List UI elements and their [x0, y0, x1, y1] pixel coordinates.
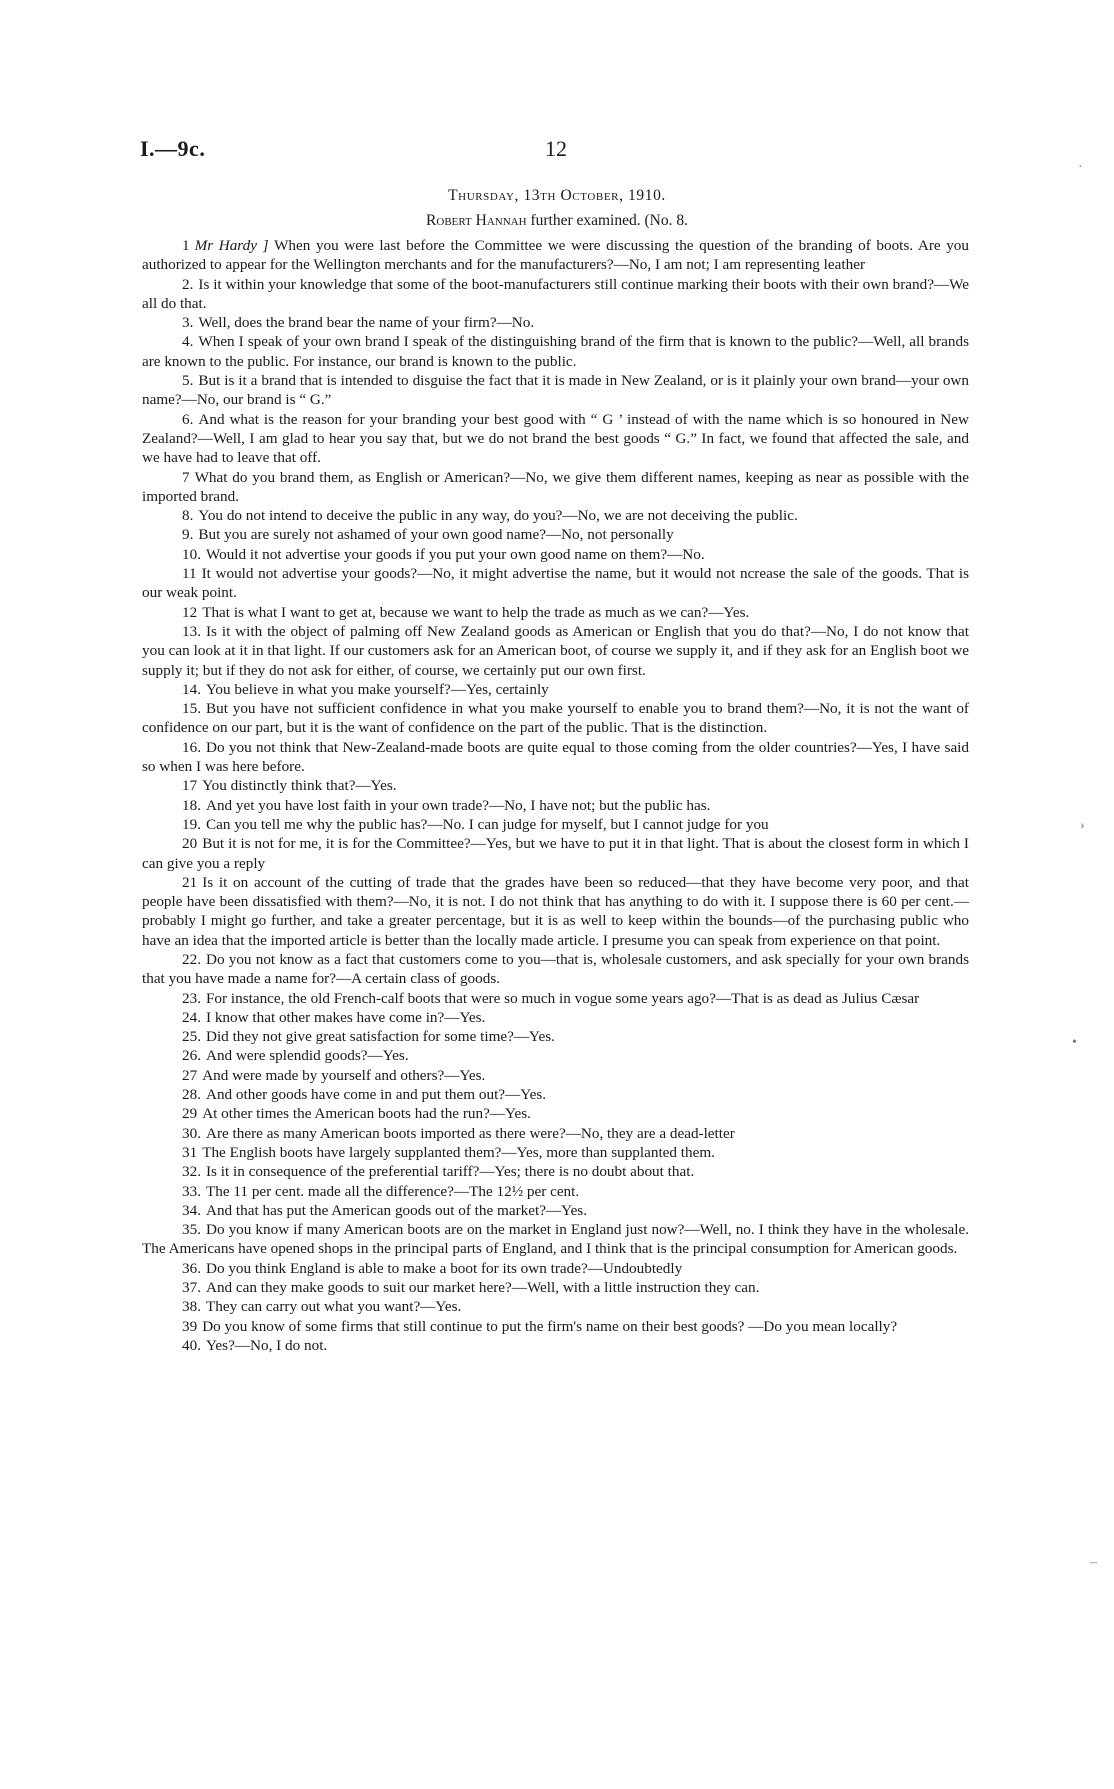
- question-text: They can carry out what you want?—Yes.: [205, 1298, 462, 1316]
- question-number: 29: [182, 1105, 198, 1123]
- question-paragraph: [142, 1317, 969, 1336]
- question-text: But is it a brand that is intended to disguise the fact that it is made in New Zealand, or is it plainly your own brand—your own name?—No, our brand is “ G.”: [142, 372, 969, 409]
- question-text: And what is the reason for your branding your best good with “ G ’ instead of with the name which is so honoured in New Zealand?—Well, I am glad to hear you say that, but we do not brand the best goods “ G.” In fact, we found that affected the sale, and we have had to leave that off.: [142, 410, 969, 467]
- question-paragraph: [142, 410, 969, 468]
- question-number: 14.: [182, 680, 201, 698]
- question-number: 5.: [182, 372, 194, 390]
- question-number: 13.: [182, 622, 201, 640]
- question-text: Are there as many American boots imported as there were?—No, they are a dead-letter: [205, 1124, 735, 1142]
- question-number: 12: [182, 603, 198, 621]
- question-number: 38.: [182, 1298, 201, 1316]
- question-text: The English boots have largely supplanted them?—Yes, more than supplanted them.: [202, 1143, 715, 1161]
- question-text: Do you not think that New-Zealand-made boots are quite equal to those coming from the older countries?—Yes, I have said so when I was here before.: [142, 738, 969, 776]
- question-text: Is it with the object of palming off New Zealand goods as American or English that you do that?—No, I do not know that you can look at it in that light. If our customers ask for an American boot, of course we supply it, and if they ask for an English boot we supply it; but if they do not ask for either, of course, we certainly put our own first.: [142, 622, 969, 679]
- question-paragraph: [142, 1124, 969, 1143]
- question-number: 24.: [182, 1008, 201, 1026]
- question-paragraph: [142, 564, 969, 603]
- question-paragraph: [142, 545, 969, 564]
- question-text: And yet you have lost faith in your own trade?—No, I have not; but the public has.: [205, 796, 711, 814]
- question-text: What do you brand them, as English or American?—No, we give them different names, keeping as near as possible with the imported brand.: [142, 468, 969, 505]
- question-text: For instance, the old French-calf boots that were so much in vogue some years ago?—That is as dead as Julius Cæsar: [205, 989, 920, 1007]
- question-paragraph: [142, 1085, 969, 1104]
- question-paragraph: [142, 468, 969, 507]
- question-paragraph: [142, 1297, 969, 1316]
- question-text: And can they make goods to suit our market here?—Well, with a little instruction they can.: [205, 1279, 760, 1297]
- question-number: 36.: [182, 1259, 201, 1277]
- question-paragraph: [142, 506, 969, 525]
- question-text: You believe in what you make yourself?—Yes, certainly: [205, 680, 549, 698]
- question-text: That is what I want to get at, because we want to help the trade as much as we can?—Yes.: [202, 603, 750, 621]
- question-number: 32.: [182, 1163, 201, 1181]
- question-paragraph: [142, 1066, 969, 1085]
- question-number: 1: [182, 237, 190, 254]
- testimony-body: [142, 236, 969, 1355]
- question-number: 9.: [182, 526, 194, 544]
- question-text: But it is not for me, it is for the Committee?—Yes, but we have to put it in that light. That is about the closest form in which I can give you a reply: [142, 835, 969, 872]
- question-text: Is it on account of the cutting of trade that the grades have been so reduced—that they have become very poor, and that people have been dissatisfied with them?—No, it is not. I do not think that has anything to do with it. I suppose there is 60 per cent.—probably I might go further, and take a greater percentage, but it is as well to keep within the bounds—of the purchasing public who have an idea that the imported article is better than the locally made article. I presume you can speak from experience on that point.: [142, 873, 969, 949]
- witness-status: further examined. (No. 8.: [526, 212, 688, 229]
- question-text: It would not advertise your goods?—No, it might advertise the name, but it would not ncrease the sale of the goods. That is our weak point.: [142, 565, 969, 602]
- question-text: The 11 per cent. made all the difference?—The 12½ per cent.: [205, 1182, 580, 1200]
- question-text: Is it within your knowledge that some of the boot-manufacturers still continue marking their boots with their own brand?—We all do that.: [142, 275, 969, 312]
- question-number: 7: [182, 468, 190, 486]
- question-paragraph: [142, 1220, 969, 1259]
- question-paragraph: [142, 1162, 969, 1181]
- question-text: Would it not advertise your goods if you put your own good name on them?—No.: [205, 545, 705, 563]
- question-text: When I speak of your own brand I speak of the distinguishing brand of the firm that is known to the public?—Well, all brands are known to the public. For instance, our brand is known to the public.: [142, 333, 969, 370]
- question-number: 39: [182, 1317, 198, 1335]
- question-number: 2.: [182, 275, 194, 293]
- question-number: 34.: [182, 1201, 201, 1219]
- question-number: 37.: [182, 1279, 201, 1297]
- question-text: And were made by yourself and others?—Yes.: [202, 1066, 486, 1084]
- margin-mark: –: [1090, 1555, 1097, 1570]
- question-paragraph: [142, 332, 969, 371]
- question-paragraph: [142, 603, 969, 622]
- question-number: 21: [182, 873, 198, 891]
- question-number: 35.: [182, 1221, 201, 1239]
- page-reference: I.—9c.: [140, 136, 206, 161]
- question-number: 22.: [182, 950, 201, 968]
- question-number: 19.: [182, 815, 201, 833]
- question-paragraph: [142, 1336, 969, 1355]
- question-paragraph: [142, 1008, 969, 1027]
- question-paragraph: [142, 680, 969, 699]
- question-text: Do you not know as a fact that customers come to you—that is, wholesale customers, and ask specially for your own brands that you have made a name for?—A certain class of goods.: [142, 950, 969, 988]
- question-text: And were splendid goods?—Yes.: [205, 1047, 409, 1065]
- question-paragraph: [142, 1104, 969, 1123]
- question-number: 11: [182, 565, 197, 583]
- question-text: And that has put the American goods out of the market?—Yes.: [205, 1201, 588, 1219]
- question-paragraph: [142, 834, 969, 873]
- question-paragraph: [142, 622, 969, 680]
- margin-mark: ›: [1080, 818, 1085, 833]
- question-paragraph: [142, 776, 969, 795]
- question-number: 17: [182, 777, 198, 795]
- question-text: I know that other makes have come in?—Yes.: [205, 1008, 486, 1026]
- question-number: 40.: [182, 1336, 201, 1354]
- page-number: 12: [545, 136, 567, 161]
- question-text: Did they not give great satisfaction for some time?—Yes.: [205, 1028, 555, 1046]
- question-paragraph: [142, 1182, 969, 1201]
- question-text: But you have not sufficient confidence in what you make yourself to enable you to brand them?—No, it is not the want of confidence on our part, but it is the want of confidence on the part of the public. That is the distinction.: [142, 700, 969, 737]
- question-paragraph: [142, 313, 969, 332]
- question-text: Is it in consequence of the preferential tariff?—Yes; there is no doubt about that.: [205, 1163, 695, 1181]
- question-number: 6.: [182, 410, 194, 428]
- question-text: Do you know of some firms that still continue to put the firm's name on their best goods? —Do you mean locally?: [202, 1317, 898, 1335]
- question-number: 31: [182, 1143, 198, 1161]
- question-paragraph: [142, 1046, 969, 1065]
- question-number: 27: [182, 1066, 198, 1084]
- margin-mark: ·: [1078, 160, 1083, 175]
- witness-heading: [0, 212, 1114, 230]
- question-paragraph: [142, 236, 969, 275]
- question-paragraph: [142, 1259, 969, 1278]
- question-number: 20: [182, 835, 198, 853]
- question-paragraph: [142, 796, 969, 815]
- question-paragraph: [142, 699, 969, 738]
- question-paragraph: [142, 525, 969, 544]
- question-number: 10.: [182, 545, 201, 563]
- question-paragraph: [142, 1278, 969, 1297]
- question-number: 30.: [182, 1124, 201, 1142]
- question-paragraph: [142, 815, 969, 834]
- question-text: You distinctly think that?—Yes.: [202, 777, 397, 795]
- question-paragraph: [142, 1027, 969, 1046]
- question-number: 23.: [182, 989, 201, 1007]
- question-number: 28.: [182, 1086, 201, 1104]
- question-paragraph: [142, 275, 969, 314]
- question-text: When you were last before the Committee we were discussing the question of the branding of boots. Are you authorized to appear for the Wellington merchants and for the manufacturers?—No, I am not; I am representing leather: [142, 237, 969, 274]
- question-number: 16.: [182, 738, 201, 756]
- question-paragraph: [142, 1201, 969, 1220]
- question-number: 26.: [182, 1047, 201, 1065]
- question-number: 18.: [182, 796, 201, 814]
- question-number: 3.: [182, 314, 194, 332]
- question-paragraph: [142, 989, 969, 1008]
- question-text: And other goods have come in and put them out?—Yes.: [205, 1086, 547, 1104]
- question-text: At other times the American boots had the run?—Yes.: [202, 1105, 531, 1123]
- question-paragraph: [142, 738, 969, 777]
- question-text: Do you know if many American boots are on the market in England just now?—Well, no. I think they have in the wholesale. The Americans have opened shops in the principal parts of England, and I think that is the principal consumption for American goods.: [142, 1221, 969, 1258]
- question-text: Can you tell me why the public has?—No. I can judge for myself, but I cannot judge for you: [205, 815, 769, 833]
- margin-mark: •: [1072, 1035, 1077, 1050]
- questioner-name: Mr Hardy ]: [194, 237, 275, 254]
- question-paragraph: [142, 950, 969, 989]
- question-number: 25.: [182, 1028, 201, 1046]
- question-paragraph: [142, 371, 969, 410]
- witness-name: Robert Hannah: [426, 212, 527, 229]
- question-paragraph: [142, 1143, 969, 1162]
- question-paragraph: [142, 873, 969, 950]
- question-text: Yes?—No, I do not.: [205, 1336, 328, 1354]
- date-heading: Thursday, 13th October, 1910.: [448, 187, 666, 204]
- question-text: Do you think England is able to make a boot for its own trade?—Undoubtedly: [205, 1259, 683, 1277]
- question-number: 4.: [182, 333, 194, 351]
- question-number: 33.: [182, 1182, 201, 1200]
- question-text: You do not intend to deceive the public in any way, do you?—No, we are not deceiving the public.: [198, 507, 798, 525]
- question-number: 15.: [182, 700, 201, 718]
- question-text: Well, does the brand bear the name of your firm?—No.: [198, 314, 535, 332]
- question-number: 8.: [182, 507, 194, 525]
- question-text: But you are surely not ashamed of your own good name?—No, not personally: [198, 526, 674, 544]
